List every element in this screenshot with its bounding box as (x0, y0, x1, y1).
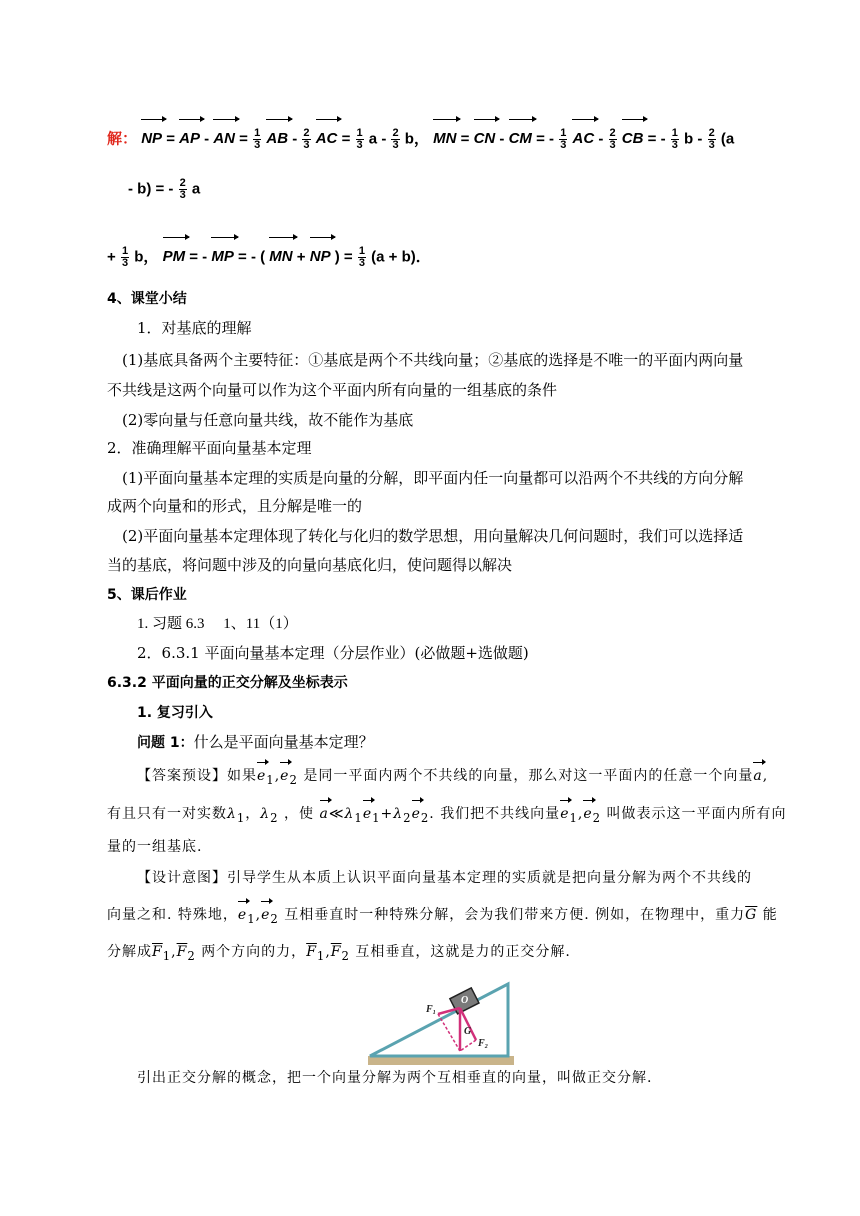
question-1: 问题 1：什么是平面向量基本定理？ (137, 733, 374, 751)
paragraph: (2)平面向量基本定理体现了转化与化归的数学思想，用向量解决几何问题时，我们可以选择适 (122, 527, 744, 545)
section-5-title: 5、课后作业 (107, 587, 187, 603)
vec-ap: AP (179, 130, 200, 148)
solution-line-2: - b) = - $\frac{2}{3}$ a (128, 177, 201, 201)
section-4-item-2: 2．准确理解平面向量基本定理 (107, 439, 312, 457)
paragraph: (1)平面向量基本定理的实质是向量的分解，即平面内任一向量都可以沿两个不共线的方向分解 (122, 469, 744, 487)
section-4-title: 4、课堂小结 (107, 291, 187, 307)
label-g: G (464, 1026, 472, 1037)
label-f1: F₁ (426, 1004, 437, 1015)
design-line-2: 向量之和. 特殊地，$e_1,e_2$ 互相垂直时一种特殊分解，会为我们带来方便. 例如，在物理中，重力$\overline{G}$ 能 (107, 907, 778, 926)
fraction: $\frac{2}{3}$ (179, 177, 186, 201)
section-4-item-1: 1．对基底的理解 (137, 319, 252, 337)
vec-an: AN (213, 130, 235, 148)
vec-np: NP (141, 130, 163, 148)
solution-label: 解： (107, 130, 138, 148)
fraction: $\frac{1}{3}$ (254, 127, 261, 151)
answer-line-1: 【答案预设】如果$e_1,e_2$ 是同一平面内两个不共线的向量，那么对这一平面内的任意一个向量a, (137, 768, 769, 787)
paragraph: (2)零向量与任意向量共线，故不能作为基底 (122, 411, 414, 429)
review-heading: 1. 复习引入 (137, 705, 213, 721)
paragraph: 不共线是这两个向量可以作为这个平面内所有向量的一组基底的条件 (107, 381, 558, 399)
answer-line-3: 量的一组基底. (107, 839, 203, 855)
answer-line-2: 有且只有一对实数$\lambda_1$，$\lambda_2$ ，使 $a≪\lambda_1e_1+\lambda_2e_2$. 我们把不共线向量$e_1,e_2$ 叫做表示这一平面内所有向 (107, 806, 787, 825)
homework-item-2: 2．6.3.1 平面向量基本定理（分层作业）(必做题+选做题) (137, 644, 529, 662)
solution-line-3: + $\frac{1}{3}$ b， PM = - MP = - ( MN + NP ) = $\frac{1}{3}$ (a + b)． (107, 245, 431, 269)
final-paragraph: 引出正交分解的概念，把一个向量分解为两个互相垂直的向量，叫做正交分解. (137, 1070, 653, 1086)
solution-line-1: 解： NP = AP - AN = $\frac{1}{3}$ AB - $\frac{2}{3}$ AC = $\frac{1}{3}$ a - $\frac{2}{3}$ b， MN = CN - CM = - $\frac{1}{3}$ AC - $\frac{2}{3}$ CB = - $\frac{1}{3}$ b - $\frac{2}{3}$ (a (107, 127, 735, 151)
design-line-3: 分解成$\overline{F}_1,\overline{F}_2$ 两个方向的力，$\overline{F}_1,\overline{F}_2$ 互相垂直，这就是力的正交分解. (107, 944, 571, 963)
section-632-title: 6.3.2 平面向量的正交分解及坐标表示 (107, 675, 348, 691)
inclined-plane-figure (368, 976, 516, 1068)
design-line-1: 【设计意图】引导学生从本质上认识平面向量基本定理的实质就是把向量分解为两个不共线的 (137, 870, 752, 886)
homework-item-1: 1. 习题 6.3 1、11（1） (137, 616, 298, 632)
paragraph: 当的基底，将问题中涉及的向量向基底化归，使问题得以解决 (107, 556, 513, 574)
label-f2: F₂ (478, 1038, 489, 1049)
paragraph: 成两个向量和的形式，且分解是唯一的 (107, 497, 363, 515)
label-o: O (461, 995, 469, 1006)
paragraph: (1)基底具备两个主要特征：①基底是两个不共线向量；②基底的选择是不唯一的平面内两向量 (122, 351, 744, 369)
